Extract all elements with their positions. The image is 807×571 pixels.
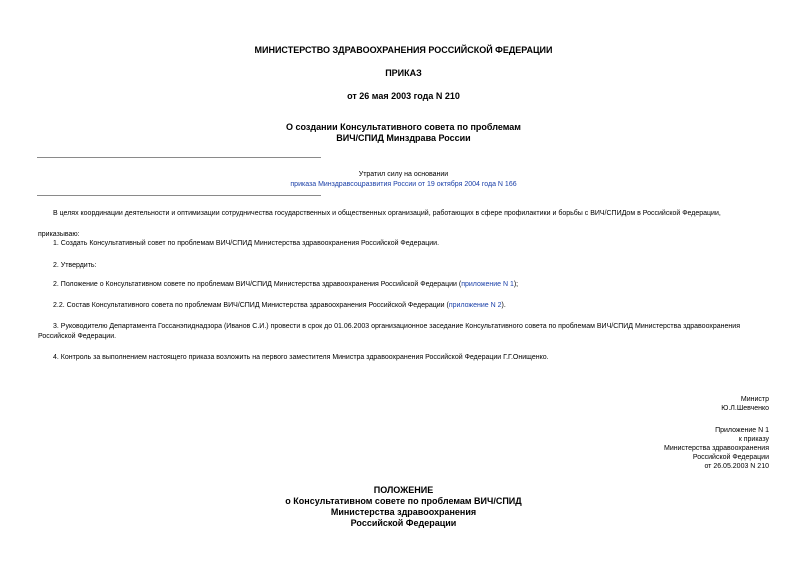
item-2-2-end: ). <box>501 302 506 309</box>
signature-block <box>721 395 769 413</box>
signature-position: Министр <box>740 396 769 403</box>
item-2-1-end: ); <box>513 281 519 288</box>
preamble: В целях координации деятельности и оптимизации сотрудничества государственных и общественных организаций, работающих в сфере профилактики и борьбы с ВИЧ/СПИДом в Российской Федерации, <box>53 210 721 217</box>
item-2-1-text: 2. Положение о Консультативном совете по проблемам ВИЧ/СПИД Министерства здравоохранения Российской Федерации ( <box>53 281 462 288</box>
appendix-title-line-1: ПОЛОЖЕНИЕ <box>373 485 434 495</box>
item-3-line-2: Российской Федерации. <box>38 333 117 340</box>
date-number-heading: от 26 мая 2003 года N 210 <box>347 91 460 101</box>
signature-name: Ю.Л.Шевченко <box>721 405 769 412</box>
divider-bottom <box>37 195 321 196</box>
appendix-ref-line-1: Приложение N 1 <box>715 427 769 434</box>
appendix-ref-line-2: к приказу <box>738 436 769 443</box>
appendix-reference <box>664 426 769 471</box>
appendix-2-link[interactable]: приложение N 2 <box>448 302 502 309</box>
item-4: 4. Контроль за выполнением настоящего приказа возложить на первого заместителя Министра здравоохранения Российской Федерации Г.Г.Онищенко. <box>53 354 549 361</box>
appendix-title-line-4: Российской Федерации <box>350 518 457 528</box>
title-line-1: О создании Консультативного совета по проблемам <box>286 122 521 132</box>
appendix-ref-line-4: Российской Федерации <box>692 454 769 461</box>
item-2-1 <box>53 279 518 291</box>
item-1: 1. Создать Консультативный совет по проблемам ВИЧ/СПИД Министерства здравоохранения Российской Федерации. <box>53 240 440 247</box>
item-2-2 <box>53 300 506 312</box>
appendix-ref-line-3: Министерства здравоохранения <box>664 445 769 452</box>
appendix-1-link[interactable]: приложение N 1 <box>461 281 514 288</box>
repeal-line <box>0 180 807 189</box>
item-3-line-1: 3. Руководителю Департамента Госсанэпиднадзора (Иванов С.И.) провести в срок до 01.06.2003 организационное заседание Консультативного совета по проблемам ВИЧ/СПИД Министерства здравоохранения <box>53 323 740 330</box>
order-word: приказываю: <box>38 231 80 238</box>
appendix-ref-line-5: от 26.05.2003 N 210 <box>704 463 769 470</box>
divider-top <box>37 157 321 158</box>
title-line-2: ВИЧ/СПИД Минздрава России <box>336 133 471 143</box>
ministry-heading: МИНИСТЕРСТВО ЗДРАВООХРАНЕНИЯ РОССИЙСКОЙ ФЕДЕРАЦИИ <box>254 45 553 55</box>
appendix-title-line-2: о Консультативном совете по проблемам ВИЧ/СПИД <box>285 496 522 506</box>
doc-type-heading: ПРИКАЗ <box>385 68 422 78</box>
repeal-text: Утратил силу на основании <box>358 171 449 178</box>
item-2-2-text: 2.2. Состав Консультативного совета по проблемам ВИЧ/СПИД Министерства здравоохранения Российской Федерации ( <box>53 302 449 309</box>
repeal-link[interactable]: приказа Минздравсоцразвития России от 19 октября 2004 года N 166 <box>290 181 517 188</box>
appendix-title-line-3: Министерства здравоохранения <box>330 507 477 517</box>
item-2: 2. Утвердить: <box>53 262 97 269</box>
